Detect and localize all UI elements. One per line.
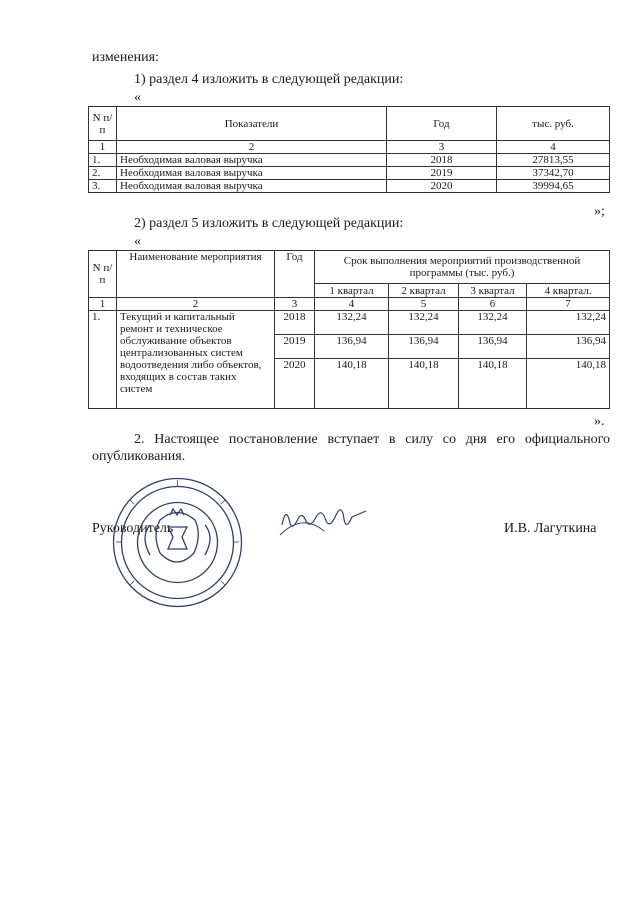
table1-col-number: 2 [117, 141, 387, 154]
row-year: 2018 [387, 154, 497, 167]
table1-header-value: тыс. руб. [497, 107, 610, 141]
table1-header-indicator: Показатели [117, 107, 387, 141]
row-year: 2020 [275, 359, 315, 409]
quarter-value: 140,18 [527, 359, 610, 409]
quarter-value: 140,18 [389, 359, 459, 409]
row-value: 27813,55 [497, 154, 610, 167]
quarter-value: 136,94 [315, 335, 389, 359]
row-year: 2019 [387, 167, 497, 180]
quarter-header: 4 квартал. [527, 284, 610, 298]
quarter-value: 136,94 [459, 335, 527, 359]
row-number: 2. [89, 167, 117, 180]
quarter-header: 3 квартал [459, 284, 527, 298]
row-number: 3. [89, 180, 117, 193]
paragraph-2-line2: опубликования. [92, 449, 186, 464]
table-row [89, 311, 610, 335]
table-section5 [88, 250, 610, 409]
table2-col-number: 1 [89, 298, 117, 311]
row-number: 1. [89, 311, 117, 409]
table2-header-name: Наименование мероприятия [117, 251, 275, 298]
table2-header-n: N п/п [89, 251, 117, 298]
quarter-value: 136,94 [389, 335, 459, 359]
official-stamp-icon [110, 475, 245, 610]
table-section4 [88, 106, 610, 193]
table1-col-number: 4 [497, 141, 610, 154]
quarter-value: 132,24 [527, 311, 610, 335]
paragraph-2-line1: 2. Настоящее постановление вступает в силу со дня его официального [134, 432, 610, 447]
table1-header-row [89, 107, 610, 141]
table2-col-number: 6 [459, 298, 527, 311]
quarter-value: 140,18 [315, 359, 389, 409]
table2-col-number: 5 [389, 298, 459, 311]
row-indicator: Необходимая валовая выручка [117, 180, 387, 193]
quarter-value: 132,24 [389, 311, 459, 335]
quarter-value: 136,94 [527, 335, 610, 359]
table1-header-n: N п/п [89, 107, 117, 141]
item1-heading: 1) раздел 4 изложить в следующей редакции: [134, 72, 404, 87]
table1-numbers-row [89, 141, 610, 154]
quarter-header: 1 квартал [315, 284, 389, 298]
close-quote-1: »; [594, 204, 605, 219]
table2-header-row [89, 251, 610, 284]
table1-col-number: 3 [387, 141, 497, 154]
open-quote-1: « [134, 90, 141, 105]
table2-col-number: 2 [117, 298, 275, 311]
row-value: 37342,70 [497, 167, 610, 180]
open-quote-2: « [134, 234, 141, 249]
close-quote-2: ». [594, 414, 605, 429]
row-activity-name: Текущий и капитальный ремонт и техническое обслуживание объектов централизованных систем водоотведения либо объектов, входящих в состав таких систем [117, 311, 275, 409]
quarter-value: 132,24 [315, 311, 389, 335]
quarter-value: 140,18 [459, 359, 527, 409]
table2-header-year: Год [275, 251, 315, 298]
row-number: 1. [89, 154, 117, 167]
row-indicator: Необходимая валовая выручка [117, 154, 387, 167]
intro-text: изменения: [92, 50, 159, 65]
table2-numbers-row [89, 298, 610, 311]
table-row [89, 167, 610, 180]
row-year: 2020 [387, 180, 497, 193]
table1-header-year: Год [387, 107, 497, 141]
row-indicator: Необходимая валовая выручка [117, 167, 387, 180]
table2-col-number: 3 [275, 298, 315, 311]
table1-col-number: 1 [89, 141, 117, 154]
table2-col-number: 7 [527, 298, 610, 311]
signer-name: И.В. Лагуткина [504, 521, 597, 536]
signer-title: Руководитель [92, 521, 174, 536]
quarter-header: 2 квартал [389, 284, 459, 298]
item2-heading: 2) раздел 5 изложить в следующей редакции: [134, 216, 404, 231]
row-year: 2019 [275, 335, 315, 359]
table-row [89, 154, 610, 167]
row-value: 39994,65 [497, 180, 610, 193]
table2-header-period: Срок выполнения мероприятий производственной программы (тыс. руб.) [315, 251, 610, 284]
signature-icon [272, 495, 372, 545]
quarter-value: 132,24 [459, 311, 527, 335]
row-year: 2018 [275, 311, 315, 335]
table2-col-number: 4 [315, 298, 389, 311]
table-row [89, 180, 610, 193]
